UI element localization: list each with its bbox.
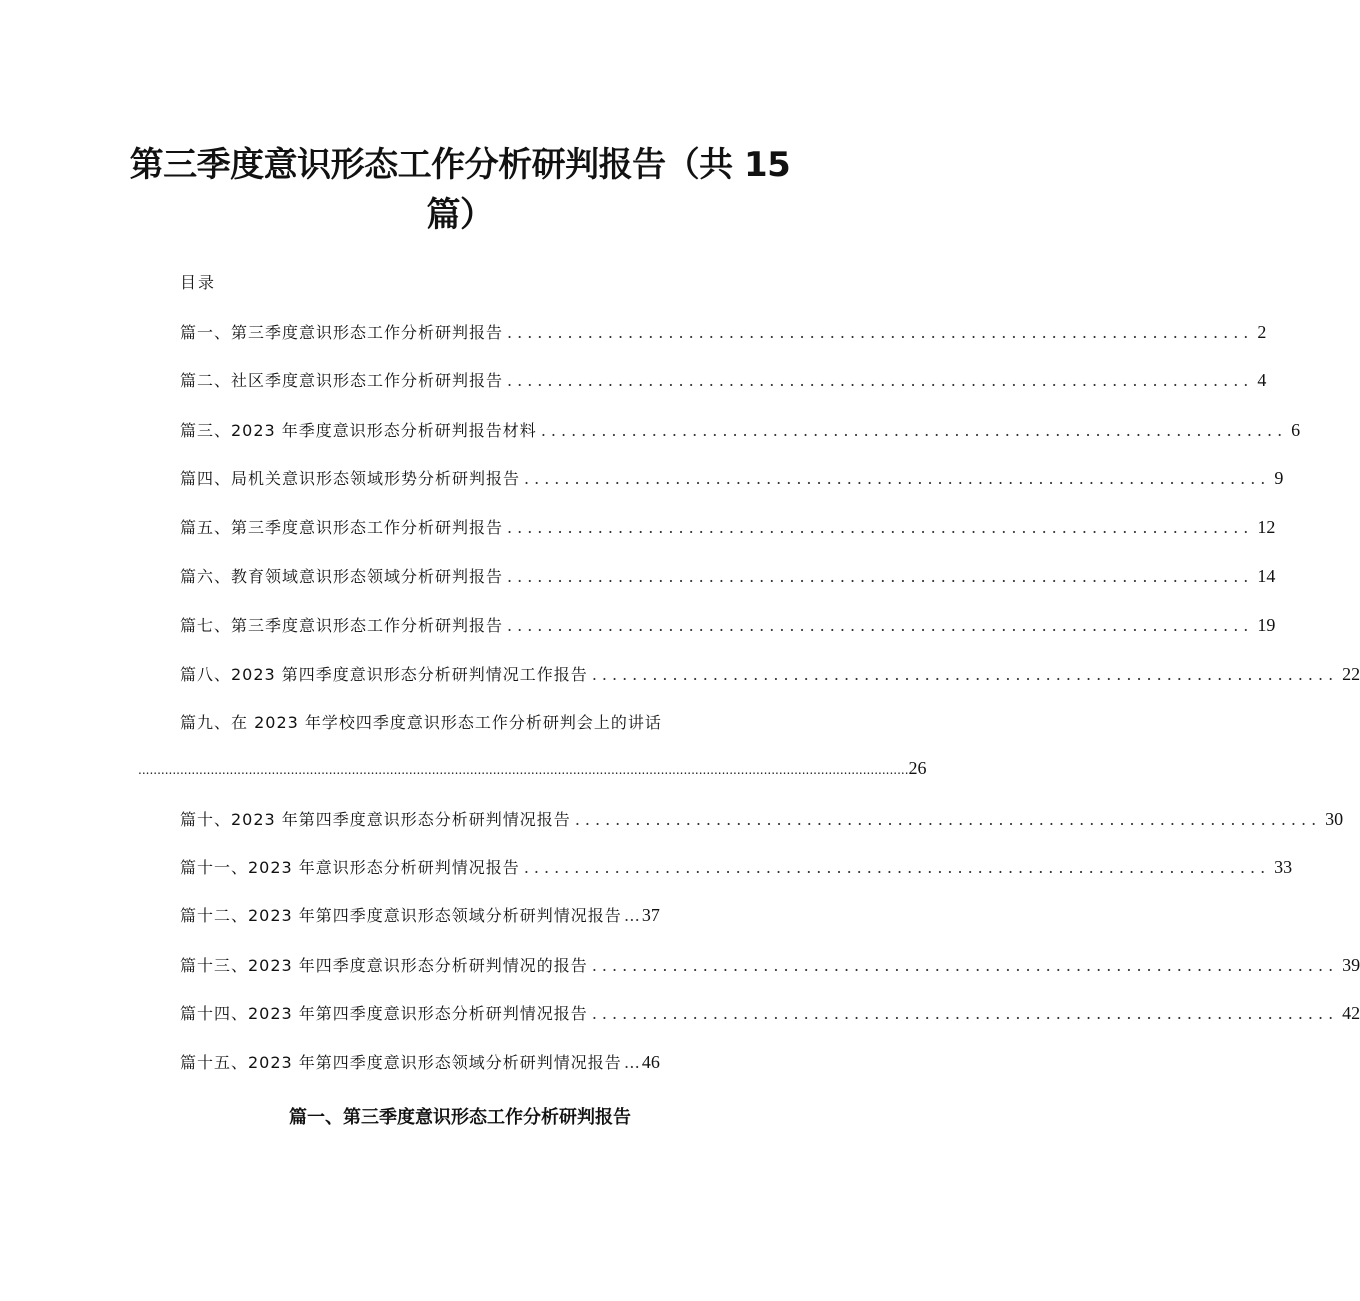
toc-heading: 目录 [180,273,217,292]
toc-entry-label: 篇五、第三季度意识形态工作分析研判报告 [180,518,504,537]
toc-entry-7[interactable] [180,613,1276,639]
toc-entry-2[interactable] [180,368,1267,394]
toc-entry-label: 篇十一、2023 年意识形态分析研判情况报告 [180,858,520,877]
toc-entry-13[interactable] [180,953,1360,979]
toc-entry-page: 12 [1257,517,1276,537]
toc-entry-label: 篇二、社区季度意识形态工作分析研判报告 [180,371,504,390]
toc-entry-4[interactable] [180,466,1284,492]
dot-leader: .......................................................................... [540,421,1288,440]
dot-leader: … [623,906,640,925]
dot-leader: .......................................................................... [591,1004,1339,1023]
toc-entry-page: 9 [1274,468,1284,488]
document-title [120,140,800,240]
document-title-line-2: 篇） [426,195,494,235]
dot-leader: .......................................................................... [591,956,1339,975]
toc-entry-label: 篇八、2023 第四季度意识形态分析研判情况工作报告 [180,665,588,684]
dot-leader: .......................................................................... [523,858,1271,877]
toc-entry-15[interactable] [180,1050,660,1076]
toc-entry-page: 22 [1342,664,1360,684]
toc-entry-9[interactable] [180,710,662,733]
toc-entry-1[interactable] [180,320,1267,346]
dot-leader: .......................................................................... [507,323,1254,342]
toc-entry-label: 篇十三、2023 年四季度意识形态分析研判情况的报告 [180,956,588,975]
toc-entry-label: 篇四、局机关意识形态领域形势分析研判报告 [180,469,521,488]
toc-entry-6[interactable] [180,564,1276,590]
toc-entry-label: 篇三、2023 年季度意识形态分析研判报告材料 [180,421,537,440]
toc-entry-8[interactable] [180,662,1360,688]
dot-leader: .......................................................................... [524,469,1271,488]
dot-leader: .......................................................................................................................................................................................................... [138,763,909,777]
dot-leader: .......................................................................... [591,665,1339,684]
toc-entry-label: 篇一、第三季度意识形态工作分析研判报告 [180,323,504,342]
dot-leader: .......................................................................... [507,518,1254,537]
toc-entry-12[interactable] [180,903,660,929]
toc-entry-label: 篇七、第三季度意识形态工作分析研判报告 [180,616,504,635]
toc-entry-page: 19 [1257,615,1276,635]
toc-entry-5[interactable] [180,515,1276,541]
toc-entry-page: 4 [1257,370,1267,390]
toc-entry-page: 46 [641,1052,660,1072]
toc-entry-10[interactable] [180,807,1344,833]
toc-entry-label: 篇九、在 2023 年学校四季度意识形态工作分析研判会上的讲话 [180,713,662,732]
toc-entry-label: 篇十五、2023 年第四季度意识形态领域分析研判情况报告 [180,1053,622,1072]
toc-entry-page: 2 [1257,322,1267,342]
dot-leader: .......................................................................... [574,810,1322,829]
toc-entry-9-leader[interactable] [138,758,927,784]
dot-leader: … [623,1053,640,1072]
dot-leader: .......................................................................... [507,616,1254,635]
toc-entry-3[interactable] [180,418,1301,444]
toc-entry-11[interactable] [180,855,1293,881]
toc-entry-label: 篇十二、2023 年第四季度意识形态领域分析研判情况报告 [180,906,622,925]
toc-entry-page: 26 [908,758,927,778]
toc-entry-page: 6 [1291,420,1301,440]
toc-entry-page: 30 [1325,809,1344,829]
toc-entry-page: 39 [1342,955,1360,975]
toc-entry-14[interactable] [180,1001,1360,1027]
document-title-line-1: 第三季度意识形态工作分析研判报告（共 15 [129,145,791,185]
toc-entry-label: 篇六、教育领域意识形态领域分析研判报告 [180,567,504,586]
toc-entry-page: 37 [641,905,660,925]
toc-entry-label: 篇十、2023 年第四季度意识形态分析研判情况报告 [180,810,571,829]
dot-leader: .......................................................................... [507,371,1254,390]
toc-entry-page: 33 [1274,857,1293,877]
dot-leader: .......................................................................... [507,567,1254,586]
toc-entry-label: 篇十四、2023 年第四季度意识形态分析研判情况报告 [180,1004,588,1023]
section-heading: 篇一、第三季度意识形态工作分析研判报告 [289,1107,631,1128]
toc-entry-page: 42 [1342,1003,1360,1023]
toc-entry-page: 14 [1257,566,1276,586]
